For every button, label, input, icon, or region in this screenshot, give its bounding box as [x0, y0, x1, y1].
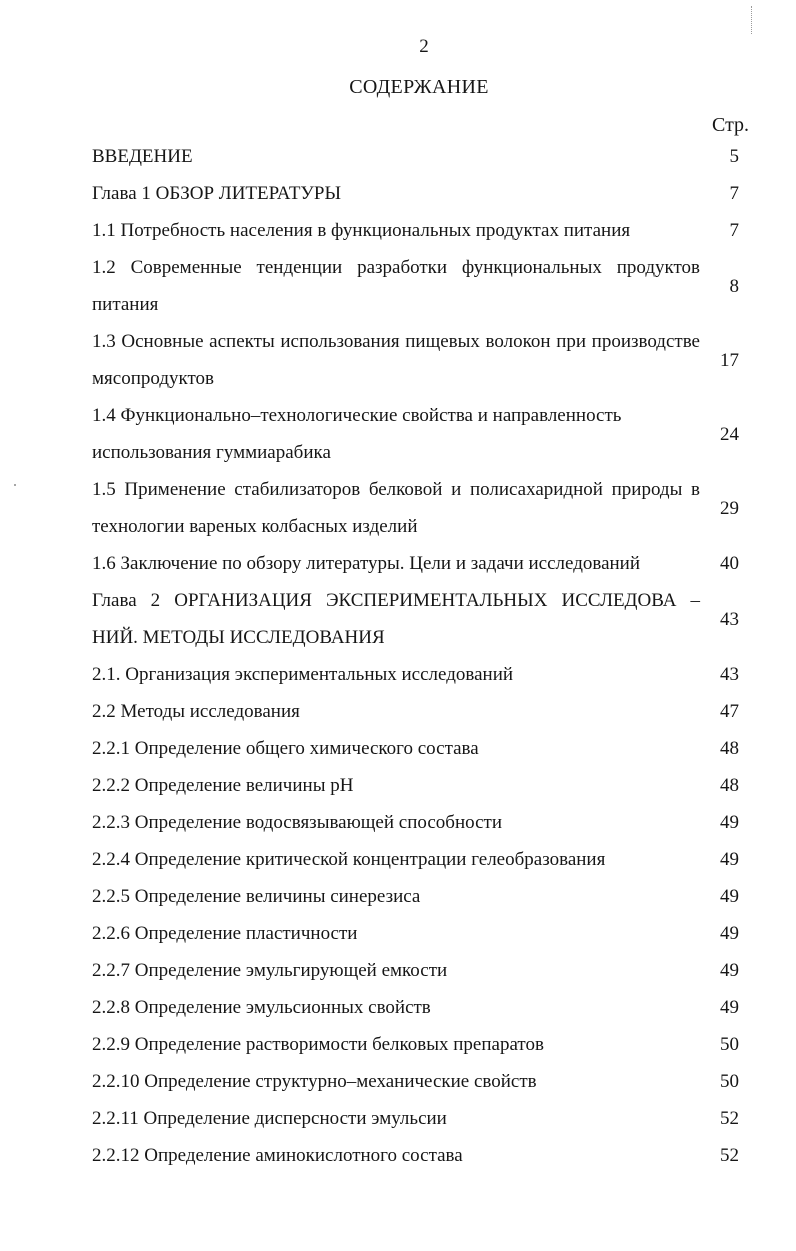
toc-entry-page: 7: [729, 220, 739, 241]
toc-entry-text: 1.2 Современные тенденции разработки функциональных продуктов питания: [92, 257, 700, 315]
toc-entry-2-1: [92, 656, 747, 693]
toc-entry-text: 2.2.6 Определение пластичности: [92, 923, 358, 944]
toc-entry-page: 49: [720, 812, 739, 833]
scan-artifact-dot: [14, 484, 16, 486]
toc-entry-page: 8: [729, 275, 739, 297]
toc-entry-text: 2.2.12 Определение аминокислотного состава: [92, 1145, 463, 1166]
toc-entry-text: 2.2.2 Определение величины pH: [92, 775, 354, 796]
toc-entry-2-2-4: [92, 841, 747, 878]
toc-entry-2-2-11: [92, 1100, 747, 1137]
toc-entry-text: 1.1 Потребность населения в функциональных продуктах питания: [92, 220, 631, 241]
toc-entry-page: 47: [720, 701, 739, 722]
toc-entry-page: 49: [720, 886, 739, 907]
toc-entry-page: 49: [720, 960, 739, 981]
toc-entry-introduction: [92, 138, 747, 175]
toc-entry-2-2-2: [92, 767, 747, 804]
toc-entry-text: ВВЕДЕНИЕ: [92, 146, 193, 167]
toc-entry-page: 49: [720, 849, 739, 870]
toc-entry-2-2-3: [92, 804, 747, 841]
toc-entry-page: 48: [720, 738, 739, 759]
toc-entry-2-2-5: [92, 878, 747, 915]
scan-artifact: [751, 6, 754, 34]
page-number: 2: [419, 36, 429, 57]
toc-entry-text: 1.4 Функционально–технологические свойства и направленность использования гуммиарабика: [92, 405, 622, 463]
toc-entry-page: 24: [720, 423, 739, 445]
toc-entry-2-2-10: [92, 1063, 747, 1100]
toc-entry-page: 17: [720, 349, 739, 371]
toc-entry-text: 2.2.5 Определение величины синерезиса: [92, 886, 421, 907]
toc-entry-1-4: [92, 397, 747, 471]
toc-entry-chapter-1: [92, 175, 747, 212]
toc-entry-page: 40: [720, 553, 739, 574]
toc-entry-text: 2.2.9 Определение растворимости белковых препаратов: [92, 1034, 544, 1055]
toc-entry-2-2-6: [92, 915, 747, 952]
toc-entry-page: 43: [720, 608, 739, 630]
toc-entry-text: 2.2.11 Определение дисперсности эмульсии: [92, 1108, 447, 1129]
toc-entry-page: 52: [720, 1145, 739, 1166]
toc-entry-page: 49: [720, 923, 739, 944]
toc-entry-text: 2.2.4 Определение критической концентрации гелеобразования: [92, 849, 606, 870]
toc-entry-chapter-2: [92, 582, 747, 656]
toc-entry-page: 29: [720, 497, 739, 519]
toc-entry-page: 49: [720, 997, 739, 1018]
toc-entry-1-3: [92, 323, 747, 397]
toc-entry-text: 2.2.1 Определение общего химического состава: [92, 738, 479, 759]
toc-entry-2-2-9: [92, 1026, 747, 1063]
page-column-header: Стр.: [712, 114, 750, 136]
toc-entry-page: 7: [729, 183, 739, 204]
toc-entry-text: 2.2.3 Определение водосвязывающей способности: [92, 812, 503, 833]
toc-entry-text: 2.2 Методы исследования: [92, 701, 300, 722]
toc-entry-2-2-12: [92, 1137, 747, 1174]
toc-entry-page: 5: [729, 146, 739, 167]
page-title: СОДЕРЖАНИЕ: [349, 76, 489, 98]
toc-entry-1-2: [92, 249, 747, 323]
toc-entry-text: Глава 2 ОРГАНИЗАЦИЯ ЭКСПЕРИМЕНТАЛЬНЫХ ИССЛЕДОВА – НИЙ. МЕТОДЫ ИССЛЕДОВАНИЯ: [92, 590, 700, 648]
toc-entry-page: 43: [720, 664, 739, 685]
toc-entry-page: 50: [720, 1034, 739, 1055]
toc-entry-page: 50: [720, 1071, 739, 1092]
toc-entry-1-6: [92, 545, 747, 582]
toc-entry-1-5: [92, 471, 747, 545]
toc-entry-text: 2.2.8 Определение эмульсионных свойств: [92, 997, 431, 1018]
toc-entry-2-2-1: [92, 730, 747, 767]
toc-entry-page: 52: [720, 1108, 739, 1129]
table-of-contents: [92, 138, 747, 1174]
toc-entry-2-2: [92, 693, 747, 730]
toc-entry-text: 1.6 Заключение по обзору литературы. Цели и задачи исследований: [92, 553, 641, 574]
toc-entry-1-1: [92, 212, 747, 249]
toc-entry-text: 2.2.10 Определение структурно–механические свойств: [92, 1071, 537, 1092]
toc-entry-text: 2.2.7 Определение эмульгирующей емкости: [92, 960, 448, 981]
toc-entry-2-2-7: [92, 952, 747, 989]
toc-entry-page: 48: [720, 775, 739, 796]
toc-entry-text: 1.3 Основные аспекты использования пищевых волокон при производстве мясопродуктов: [92, 331, 700, 389]
toc-entry-text: 2.1. Организация экспериментальных исследований: [92, 664, 514, 685]
toc-entry-text: 1.5 Применение стабилизаторов белковой и полисахаридной природы в технологии вареных колбасных изделий: [92, 479, 700, 537]
toc-entry-text: Глава 1 ОБЗОР ЛИТЕРАТУРЫ: [92, 183, 342, 204]
toc-entry-2-2-8: [92, 989, 747, 1026]
